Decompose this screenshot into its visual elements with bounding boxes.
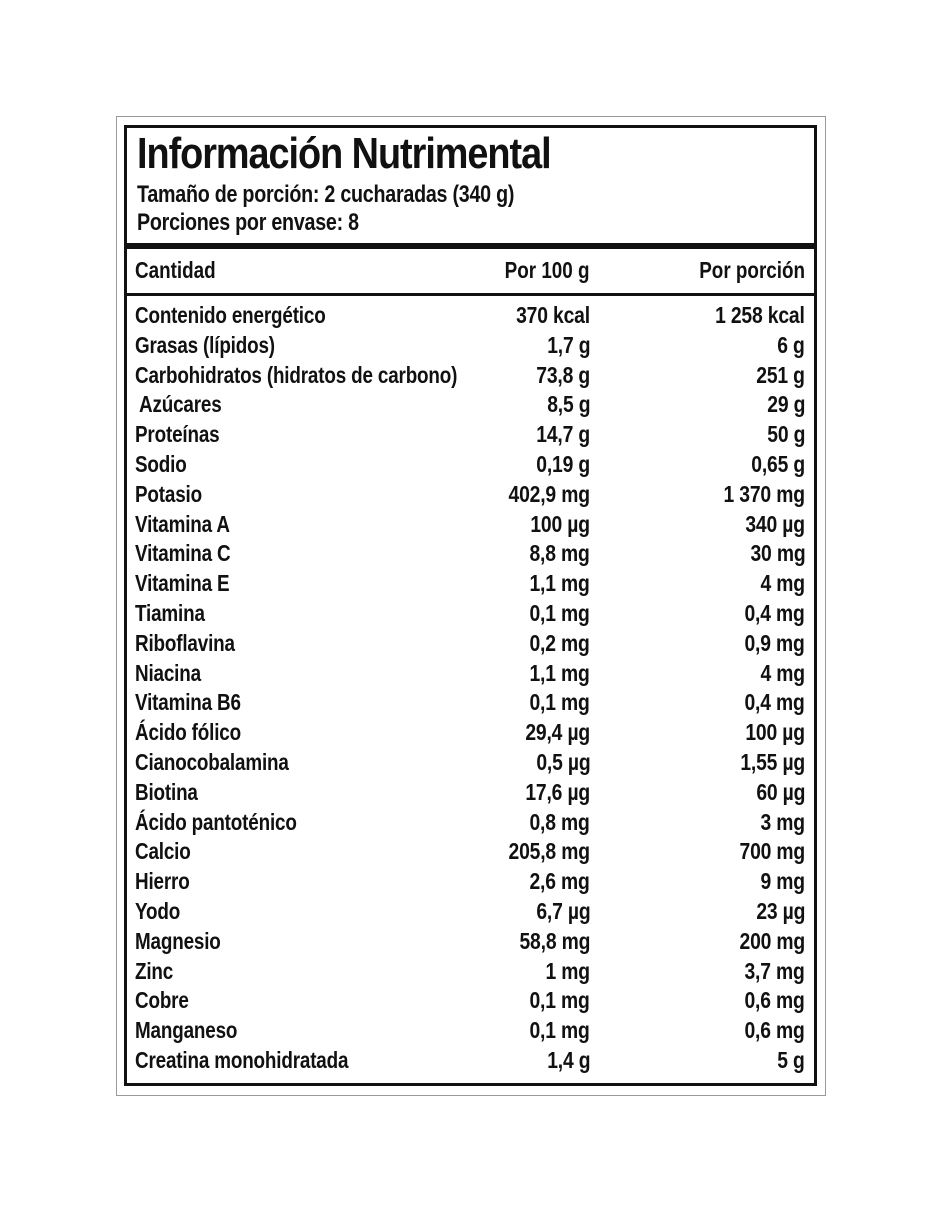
nutrient-value-per-100g: 58,8 mg	[519, 927, 590, 954]
nutrient-value-per-100g: 29,4 µg	[525, 719, 590, 746]
nutrient-name: Azúcares	[139, 391, 222, 418]
table-row	[0, 331, 940, 361]
nutrient-value-per-100g: 17,6 µg	[525, 778, 590, 805]
column-header-per-serving: Por porción	[699, 257, 805, 283]
nutrient-value-per-serving: 5 g	[777, 1046, 805, 1073]
nutrient-value-per-serving: 700 mg	[739, 838, 805, 865]
table-row	[0, 1016, 940, 1046]
nutrient-value-per-100g: 14,7 g	[536, 421, 590, 448]
header-divider-thin	[127, 293, 814, 296]
nutrient-value-per-100g: 8,5 g	[546, 391, 590, 418]
nutrient-value-per-100g: 1,4 g	[546, 1046, 590, 1073]
nutrient-value-per-serving: 200 mg	[739, 927, 805, 954]
nutrient-value-per-100g: 8,8 mg	[529, 540, 590, 567]
nutrient-name: Tiamina	[135, 599, 205, 626]
nutrient-value-per-serving: 4 mg	[760, 659, 805, 686]
nutrient-value-per-serving: 60 µg	[756, 778, 805, 805]
nutrient-name: Hierro	[135, 868, 190, 895]
nutrient-value-per-100g: 205,8 mg	[508, 838, 590, 865]
nutrient-name: Proteínas	[135, 421, 220, 448]
nutrient-name: Vitamina C	[135, 540, 231, 567]
nutrient-name: Vitamina B6	[135, 689, 241, 716]
nutrient-value-per-serving: 1 370 mg	[723, 480, 805, 507]
column-header-per-100g: Por 100 g	[505, 257, 590, 283]
table-row	[0, 837, 940, 867]
header-divider-thick	[127, 243, 814, 249]
nutrient-value-per-serving: 0,4 mg	[744, 599, 805, 626]
nutrient-name: Yodo	[135, 897, 181, 924]
table-row	[0, 897, 940, 927]
nutrient-value-per-serving: 6 g	[777, 331, 805, 358]
nutrient-table	[0, 301, 940, 1076]
nutrient-value-per-serving: 0,6 mg	[744, 1017, 805, 1044]
nutrient-value-per-serving: 100 µg	[745, 719, 805, 746]
nutrient-name: Sodio	[135, 450, 187, 477]
nutrient-value-per-100g: 1,1 mg	[529, 659, 590, 686]
nutrient-name: Niacina	[135, 659, 201, 686]
table-row	[0, 1046, 940, 1076]
nutrient-value-per-100g: 370 kcal	[516, 302, 590, 328]
nutrient-value-per-100g: 0,1 mg	[529, 1017, 590, 1044]
nutrient-name: Ácido fólico	[135, 719, 241, 746]
nutrient-name: Potasio	[135, 480, 202, 507]
nutrient-value-per-serving: 0,6 mg	[744, 987, 805, 1014]
table-row	[0, 927, 940, 957]
label-title: Información Nutrimental	[137, 129, 551, 178]
nutrient-name: Carbohidratos (hidratos de carbono)	[135, 361, 458, 388]
nutrient-value-per-100g: 1 mg	[545, 957, 590, 984]
nutrient-name: Cianocobalamina	[135, 748, 289, 775]
nutrient-name: Calcio	[135, 838, 191, 865]
table-row	[0, 748, 940, 778]
nutrient-value-per-100g: 1,7 g	[546, 331, 590, 358]
nutrient-value-per-serving: 23 µg	[756, 897, 805, 924]
nutrient-value-per-100g: 0,2 mg	[529, 629, 590, 656]
nutrient-name: Creatina monohidratada	[135, 1046, 349, 1073]
nutrient-value-per-100g: 0,5 µg	[535, 748, 590, 775]
nutrient-value-per-100g: 0,19 g	[536, 450, 590, 477]
nutrient-value-per-100g: 100 µg	[530, 510, 590, 537]
nutrient-value-per-100g: 0,8 mg	[529, 808, 590, 835]
nutrient-value-per-100g: 0,1 mg	[529, 599, 590, 626]
table-row	[0, 808, 940, 838]
nutrient-value-per-serving: 0,65 g	[751, 450, 805, 477]
nutrient-value-per-100g: 2,6 mg	[529, 868, 590, 895]
nutrient-name: Riboflavina	[135, 629, 235, 656]
nutrient-value-per-serving: 0,9 mg	[744, 629, 805, 656]
nutrient-value-per-serving: 3,7 mg	[744, 957, 805, 984]
table-row	[0, 539, 940, 569]
column-header-name: Cantidad	[135, 257, 216, 283]
nutrient-value-per-serving: 4 mg	[760, 570, 805, 597]
nutrient-value-per-100g: 0,1 mg	[529, 987, 590, 1014]
nutrient-value-per-serving: 30 mg	[749, 540, 805, 567]
nutrient-name: Contenido energético	[135, 302, 326, 328]
table-row	[0, 718, 940, 748]
table-row	[0, 569, 940, 599]
nutrient-name: Vitamina A	[135, 510, 230, 537]
table-row	[0, 450, 940, 480]
nutrient-value-per-100g: 1,1 mg	[529, 570, 590, 597]
servings-per-container: Porciones por envase: 8	[137, 209, 359, 236]
nutrient-name: Vitamina E	[135, 570, 230, 597]
table-row	[0, 480, 940, 510]
nutrient-value-per-serving: 1,55 µg	[740, 748, 805, 775]
table-row	[0, 390, 940, 420]
table-row	[0, 629, 940, 659]
nutrient-value-per-serving: 1 258 kcal	[715, 302, 805, 328]
nutrient-name: Manganeso	[135, 1017, 238, 1044]
nutrient-value-per-serving: 340 µg	[745, 510, 805, 537]
nutrient-value-per-serving: 251 g	[756, 361, 805, 388]
table-row	[0, 986, 940, 1016]
nutrient-value-per-100g: 73,8 g	[536, 361, 590, 388]
nutrient-name: Ácido pantoténico	[135, 808, 297, 835]
nutrient-name: Zinc	[135, 957, 174, 984]
nutrient-value-per-serving: 3 mg	[760, 808, 805, 835]
table-row	[0, 510, 940, 540]
nutrient-name: Magnesio	[135, 927, 221, 954]
table-row	[0, 599, 940, 629]
table-row	[0, 420, 940, 450]
nutrient-value-per-serving: 0,4 mg	[744, 689, 805, 716]
table-row	[0, 659, 940, 689]
table-row	[0, 361, 940, 391]
nutrient-value-per-100g: 0,1 mg	[529, 689, 590, 716]
nutrient-value-per-100g: 6,7 µg	[535, 897, 590, 924]
nutrient-value-per-serving: 9 mg	[760, 868, 805, 895]
nutrient-value-per-serving: 50 g	[767, 421, 805, 448]
nutrient-name: Biotina	[135, 778, 198, 805]
nutrient-name: Cobre	[135, 987, 189, 1014]
table-row	[0, 957, 940, 987]
table-row	[0, 301, 940, 331]
table-row	[0, 688, 940, 718]
nutrient-value-per-100g: 402,9 mg	[508, 480, 590, 507]
nutrient-value-per-serving: 29 g	[767, 391, 805, 418]
serving-size: Tamaño de porción: 2 cucharadas (340 g)	[137, 181, 515, 208]
table-row	[0, 867, 940, 897]
table-row	[0, 778, 940, 808]
nutrient-name: Grasas (lípidos)	[135, 331, 275, 358]
